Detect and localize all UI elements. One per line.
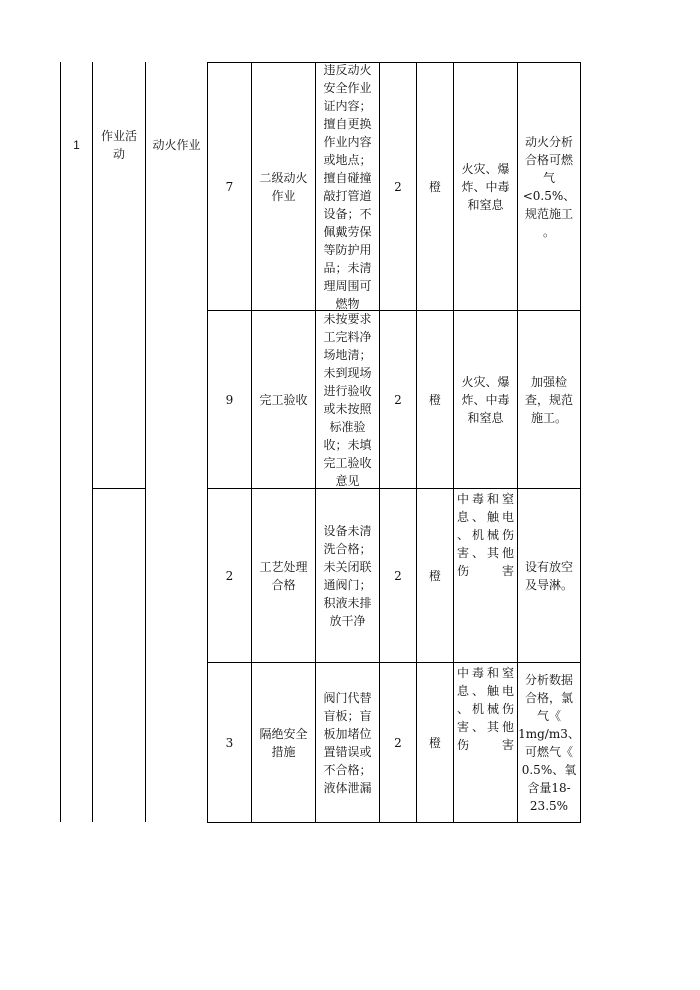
step-name: 二级动火 作业 <box>259 170 308 203</box>
control-measure: 设有放空 及导淋。 <box>524 559 573 592</box>
step-name: 完工验收 <box>259 392 308 407</box>
hazard-cell <box>316 489 379 662</box>
step-number: 2 <box>225 568 234 583</box>
step-name: 隔绝安全 措施 <box>259 726 308 759</box>
step-number: 9 <box>225 392 234 407</box>
risk-color-cell <box>417 311 453 488</box>
risk-level: 2 <box>394 568 402 583</box>
measure-cell <box>518 311 580 488</box>
table-border <box>145 62 146 822</box>
hazard-cell <box>316 63 379 310</box>
consequence-cell <box>454 63 517 310</box>
measure-cell <box>518 63 580 310</box>
hazard-description: 未按要求 工完料净 场地清； 未到现场 进行验收 或未按照 标准验 收；未填 完工验收 意见 <box>323 311 372 488</box>
measure-cell <box>518 663 580 822</box>
activity-cell <box>146 130 207 160</box>
risk-level-cell <box>380 63 416 310</box>
hazard-description: 设备未清 洗合格； 未关闭联 通阀门； 积液未排 放干净 <box>323 523 372 628</box>
measure-cell <box>518 489 580 662</box>
table-border <box>92 488 145 489</box>
table-row <box>208 489 251 662</box>
step-name-cell <box>252 489 315 662</box>
risk-level: 2 <box>394 179 402 194</box>
consequence: 中毒和窒 息、触电 、机械伤 害、其他 伤害 <box>457 492 514 578</box>
risk-color: 橙 <box>428 179 441 194</box>
hazard-description: 阀门代替 盲板；盲 板加堵位 置错误或 不合格； 液体泄漏 <box>323 690 372 795</box>
table-border <box>580 62 581 823</box>
risk-level-cell <box>380 311 416 488</box>
risk-color: 橙 <box>428 568 441 583</box>
risk-color-cell <box>417 663 453 822</box>
consequence: 火灾、爆 炸、中毒 和窒息 <box>461 161 510 212</box>
step-name-cell <box>252 311 315 488</box>
risk-level-cell <box>380 663 416 822</box>
hazard-description: 违反动火 安全作业 证内容； 擅自更换 作业内容 或地点； 擅自碰撞 敲打管道 设备；不 佩戴劳保 等防护用 品；未清 理周围可 燃物 <box>323 62 372 311</box>
consequence-cell <box>454 311 517 488</box>
table-border <box>60 62 61 822</box>
risk-level: 2 <box>394 392 402 407</box>
consequence: 火灾、爆 炸、中毒 和窒息 <box>461 374 510 425</box>
consequence-cell <box>455 664 516 820</box>
control-measure: 动火分析 合格可燃 气<0.5%、 规范施工 。 <box>522 134 576 239</box>
table-border <box>207 822 581 823</box>
risk-color-cell <box>417 489 453 662</box>
table-border <box>92 62 93 822</box>
seq-number-cell <box>61 130 92 160</box>
category-cell <box>93 125 145 165</box>
step-name-cell <box>252 663 315 822</box>
risk-color: 橙 <box>428 392 441 407</box>
table-row <box>208 311 251 488</box>
step-name: 工艺处理 合格 <box>259 559 308 592</box>
activity-label: 动火作业 <box>152 138 201 152</box>
seq-number: 1 <box>73 138 80 152</box>
risk-color-cell <box>417 63 453 310</box>
hazard-cell <box>316 663 379 822</box>
risk-level: 2 <box>394 735 402 750</box>
control-measure: 加强检 查，规范 施工。 <box>524 374 573 425</box>
hazard-cell <box>316 311 379 488</box>
step-name-cell <box>252 63 315 310</box>
risk-level-cell <box>380 489 416 662</box>
risk-color: 橙 <box>428 735 441 750</box>
table-row <box>208 663 251 822</box>
control-measure: 分析数据 合格，氯 气《 1mg/m3、 可燃气《 0.5%、氧 含量18- 23.5% <box>518 672 580 813</box>
consequence-cell <box>455 490 516 660</box>
category-label: 作业活动 <box>100 129 137 161</box>
table-row <box>208 63 251 310</box>
step-number: 3 <box>225 735 234 750</box>
step-number: 7 <box>225 179 234 194</box>
consequence: 中毒和窒 息、触电 、机械伤 害、其他 伤害 <box>457 666 514 752</box>
